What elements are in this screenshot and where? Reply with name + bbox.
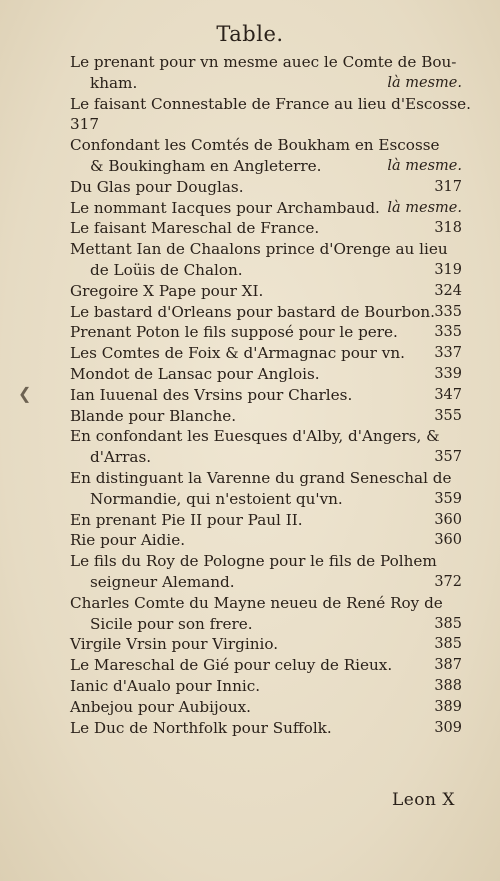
index-entry [70,302,462,323]
index-entry [70,322,462,343]
index-entry [70,593,462,635]
index-entry [70,281,462,302]
page-reference: 388 [434,677,462,694]
catchword: Leon X [391,790,455,810]
index-entry [70,426,462,468]
index-entry [70,343,462,364]
entry-line [70,510,462,531]
index-entry [70,634,462,655]
entry-line [70,551,462,572]
index-entry [70,135,462,177]
index-entry [70,94,471,136]
index-entry [70,218,462,239]
index-entry [70,177,462,198]
entry-line [70,697,462,718]
entry-text: Le Mareschal de Gié pour celuy de Rieux. [70,656,393,675]
entry-text: Ian Iuuenal des Vrsins pour Charles. [70,385,353,404]
entry-text: Charles Comte du Mayne neueu de René Roy de [70,593,443,612]
page-reference: 318 [434,220,462,237]
entry-line [70,198,462,219]
entry-line [70,489,462,510]
entry-text: Anbejou pour Aubijoux. [70,697,252,716]
entry-text: seigneur Alemand. [90,572,235,591]
entry-line [70,302,462,323]
entry-text: de Loüis de Chalon. [90,260,243,279]
page-reference: 337 [434,345,462,362]
entry-line [70,655,462,676]
page-reference: 347 [434,386,462,403]
entry-line [70,260,462,281]
index-entry [70,697,462,718]
page-reference: 360 [434,511,462,528]
page-reference: 387 [434,657,462,674]
entry-text: Confondant les Comtés de Boukham en Escosse [70,136,440,155]
index-entry [70,406,462,427]
entry-text: Le prenant pour vn mesme auec le Comte de Bou- [70,53,457,71]
entry-line [70,634,462,655]
index-list [70,52,471,738]
entry-text: Normandie, qui n'estoient qu'vn. [90,489,343,508]
entry-text: En prenant Pie II pour Paul II. [70,510,303,529]
page-reference: là mesme. [387,199,462,216]
index-entry [70,364,462,385]
page-reference: 335 [434,303,462,320]
page-reference: 309 [434,719,462,736]
entry-text: kham. [90,73,138,92]
index-entry [70,468,462,510]
page-reference: 317 [434,178,462,195]
gutter-mark: ❮ [18,384,32,403]
index-entry [70,385,462,406]
entry-text: En confondant les Euesques d'Alby, d'Angers, & [70,427,440,446]
entry-line [70,447,462,468]
entry-line [70,385,462,406]
entry-line [70,114,462,135]
page-header: Table. [216,22,284,46]
page-reference: 339 [434,365,462,382]
entry-line [70,218,462,239]
entry-line [70,156,462,177]
entry-text: Le bastard d'Orleans pour bastard de Bourbon. [70,302,435,321]
entry-text: Mettant Ian de Chaalons prince d'Orenge au lieu [70,240,448,259]
entry-text: Sicile pour son frere. [90,614,253,633]
page-reference: 335 [434,324,462,341]
entry-text: 317 [70,115,99,134]
index-entry [70,655,462,676]
index-entry [70,718,462,739]
entry-line [70,406,462,427]
entry-line [70,572,462,593]
page-reference: 372 [434,573,462,590]
page-reference: 385 [434,615,462,632]
entry-text: Blande pour Blanche. [70,406,237,425]
page-reference: là mesme. [387,74,462,91]
entry-text: Virgile Vrsin pour Virginio. [70,635,279,654]
entry-text: d'Arras. [90,448,152,467]
page-reference: 357 [434,449,462,466]
page-reference: 355 [434,407,462,424]
entry-text: Le fils du Roy de Pologne pour le fils de Polhem [70,552,437,571]
entry-line [70,614,462,635]
page-reference: 389 [434,698,462,715]
entry-line [70,426,462,447]
entry-line [70,343,462,364]
page-reference: 385 [434,636,462,653]
entry-line [70,676,462,697]
entry-line [70,52,462,73]
page-reference: là mesme. [387,157,462,174]
entry-line [70,281,462,302]
index-entry [70,52,462,94]
entry-text: Les Comtes de Foix & d'Armagnac pour vn. [70,344,405,363]
entry-line [70,718,462,739]
entry-text: Prenant Poton le fils supposé pour le pere. [70,323,398,342]
entry-line [70,135,462,156]
entry-text: & Boukingham en Angleterre. [90,156,322,175]
index-entry [70,239,462,281]
entry-line [70,177,462,198]
entry-line [70,322,462,343]
entry-text: Ianic d'Aualo pour Innic. [70,676,261,695]
entry-line [70,73,462,94]
entry-line [70,239,462,260]
page-reference: 319 [434,261,462,278]
entry-text: En distinguant la Varenne du grand Seneschal de [70,468,452,487]
index-entry [70,551,462,593]
entry-text: Rie pour Aidie. [70,531,186,550]
entry-text: Mondot de Lansac pour Anglois. [70,364,320,383]
index-entry [70,530,462,551]
entry-text: Gregoire X Pape pour XI. [70,281,264,300]
page-reference: 359 [434,490,462,507]
index-entry [70,198,462,219]
entry-text: Le faisant Mareschal de France. [70,219,320,238]
entry-text: Le nommant Iacques pour Archambaud. [70,198,380,217]
entry-line [70,94,471,115]
page-reference: 360 [434,532,462,549]
entry-line [70,364,462,385]
page-reference: 324 [434,282,462,299]
index-entry [70,676,462,697]
entry-text: Le Duc de Northfolk pour Suffolk. [70,718,332,737]
entry-text: Du Glas pour Douglas. [70,177,244,196]
index-entry [70,510,462,531]
entry-line [70,468,462,489]
entry-text: Le faisant Connestable de France au lieu d'Escosse. [70,94,471,113]
entry-line [70,530,462,551]
entry-line [70,593,462,614]
